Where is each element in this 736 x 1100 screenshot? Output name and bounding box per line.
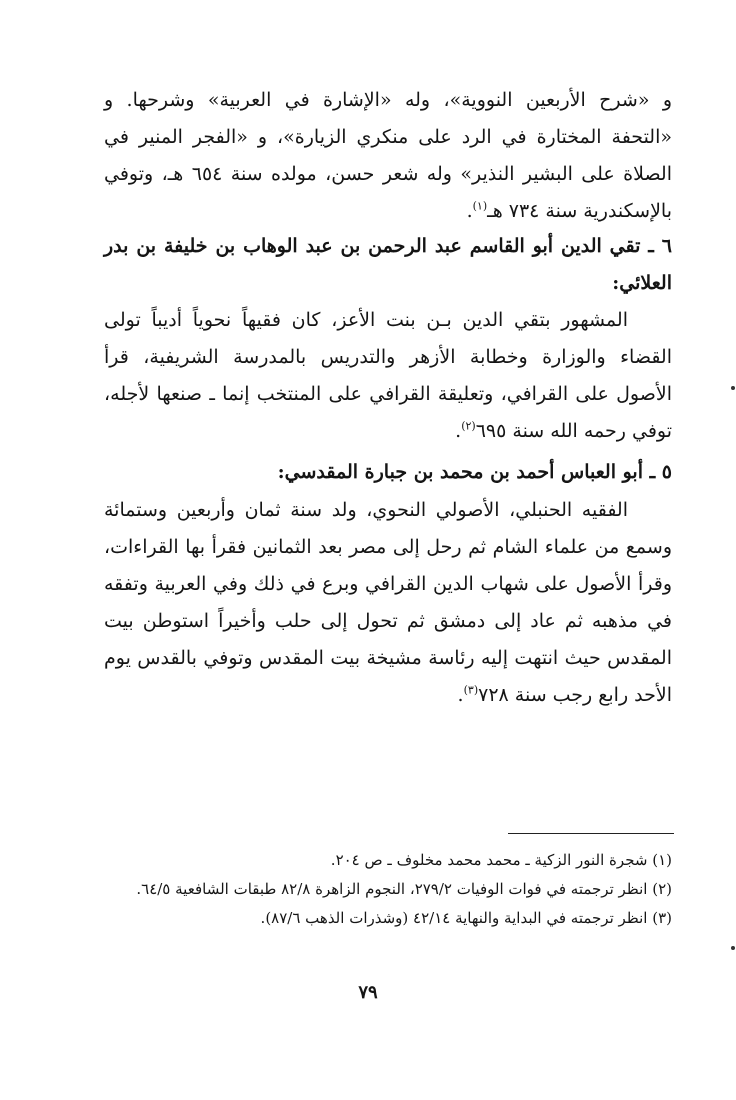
entry-6-heading — [104, 228, 672, 302]
footnote-1: (١) شجرة النور الزكية ـ محمد محمد مخلوف ـ ص ٢٠٤. — [330, 851, 672, 869]
footnote-2: (٢) انظر ترجمته في فوات الوفيات ٢٧٩/٢، النجوم الزاهرة ٨٢/٨ طبقات الشافعية ٦٤/٥. — [136, 880, 672, 898]
entry-6-heading-text: ٦ ـ تقي الدين أبو القاسم عبد الرحمن بن عبد الوهاب بن خليفة بن بدر العلائي: — [104, 235, 672, 294]
entry-5-body-text: الفقيه الحنبلي، الأصولي النحوي، ولد سنة ثمان وأربعين وستمائة وسمع من علماء الشام ثم رحل إلى مصر بعد الثمانين فقرأ بها القراءات، وقرأ الأصول على شهاب الدين القرافي وبرع في ذلك وفي العربية وتفقه في مذهبه ثم عاد إلى دمشق ثم تحول إلى حلب وأخيراً استوطن بيت المقدس حيث انتهت إليه رئاسة مشيخة بيت المقدس وتوفي بالقدس يوم الأحد رابع رجب سنة ٧٢٨ — [104, 499, 672, 706]
intro-text: و «شرح الأربعين النووية»، وله «الإشارة في العربية» وشرحها. و «التحفة المختارة في الرد على منكري الزيارة»، و «الفجر المنير في الصلاة على البشير النذير» وله شعر حسن، مولده سنة ٦٥٤ هـ، وتوفي بالإسكندرية سنة ٧٣٤ هـ — [104, 89, 672, 222]
footnote-divider — [508, 833, 674, 834]
footnote-ref-1: (١) — [472, 199, 488, 213]
entry-6-body: المشهور بتقي الدين بـن بنت الأعز، كان فقيهاً نحوياً أديباً تولى القضاء والوزارة وخطابة الأزهر والتدريس بالمدرسة الشريفية، قرأ الأصول على القرافي، وتعليقة القرافي على المنتخب إنما ـ صنعها لأجله، توفي رحمه الله سنة ٦٩٥$^{(٢)}$. — [104, 309, 672, 442]
entry-5-heading-text: ٥ ـ أبو العباس أحمد بن محمد بن جبارة المقدسي: — [277, 461, 672, 483]
intro-paragraph: و «شرح الأربعين النووية»، وله «الإشارة في العربية» وشرحها. و «التحفة المختارة في الرد على منكري الزيارة»، و «الفجر المنير في الصلاة على البشير النذير» وله شعر حسن، مولده سنة ٦٥٤ هـ، وتوفي بالإسكندرية سنة ٧٣٤ هـ$^{(١)}$. — [104, 89, 672, 222]
scan-speck-mark — [731, 386, 735, 390]
footnote-3: (٣) انظر ترجمته في البداية والنهاية ٤٢/١٤ (وشذرات الذهب ٨٧/٦). — [260, 909, 672, 927]
entry-6-body-text: المشهور بتقي الدين بـن بنت الأعز، كان فقيهاً نحوياً أديباً تولى القضاء والوزارة وخطابة الأزهر والتدريس بالمدرسة الشريفية، قرأ الأصول على القرافي، وتعليقة القرافي على المنتخب إنما ـ صنعها لأجله، توفي رحمه الله سنة ٦٩٥ — [104, 309, 672, 442]
footnotes — [104, 846, 672, 933]
entry-5-body: الفقيه الحنبلي، الأصولي النحوي، ولد سنة ثمان وأربعين وستمائة وسمع من علماء الشام ثم رحل إلى مصر بعد الثمانين فقرأ بها القراءات، وقرأ الأصول على شهاب الدين القرافي وبرع في ذلك وفي العربية وتفقه في مذهبه ثم عاد إلى دمشق ثم تحول إلى حلب وأخيراً استوطن بيت المقدس حيث انتهت إليه رئاسة مشيخة بيت المقدس وتوفي بالقدس يوم الأحد رابع رجب سنة ٧٢٨$^{(٣)}$. — [104, 499, 672, 706]
entry-5-heading — [104, 454, 672, 491]
page-number: ٧٩ — [358, 982, 378, 1003]
footnote-ref-3: (٣) — [463, 683, 479, 697]
footnote-ref-2: (٢) — [461, 419, 476, 433]
scan-speck-mark — [731, 946, 735, 950]
